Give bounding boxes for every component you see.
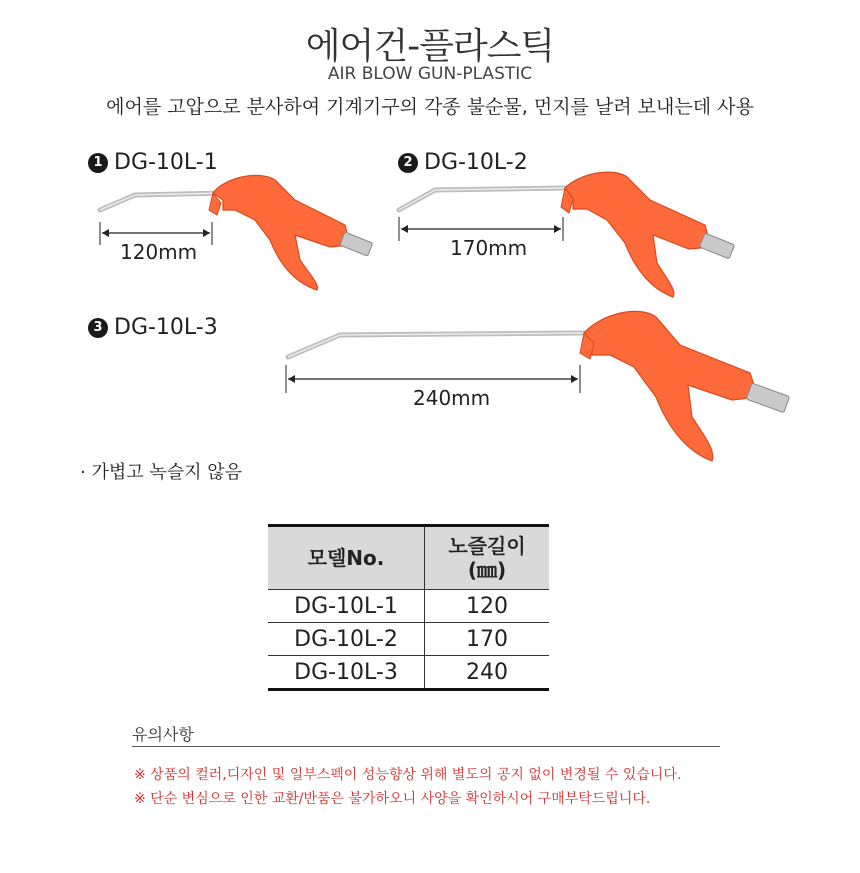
nozzle-length-2: 170mm [450, 236, 528, 260]
page-title: 에어건-플라스틱 [305, 26, 555, 67]
row-model: DG-10L-1 [268, 590, 425, 623]
number-badge-1: 1 [88, 153, 108, 173]
product-description: 에어를 고압으로 분사하여 기계기구의 각종 불순물, 먼지를 날려 보내는데 사용 [106, 96, 754, 118]
number-badge-2: 2 [398, 153, 418, 173]
header-length-label: 노즐길이 [448, 534, 526, 558]
notice-line-2: ※ 단순 변심으로 인한 교환/반품은 불가하오니 사양을 확인하시어 구매부탁드립니다. [134, 791, 651, 807]
table-header-row [268, 526, 549, 590]
product-model-2: DG-10L-2 [424, 150, 528, 175]
product-model-1: DG-10L-1 [114, 150, 218, 175]
notice-title: 유의사항 [132, 725, 194, 744]
header-nozzle-length [425, 526, 550, 590]
notice-line-1: ※ 상품의 컬러,디자인 및 일부스펙이 성능향상 위해 별도의 공지 없이 변경될 수 있습니다. [134, 767, 682, 783]
table-row [268, 656, 549, 690]
row-model: DG-10L-2 [268, 623, 425, 656]
nozzle-length-3: 240mm [413, 386, 491, 410]
row-length: 240 [466, 659, 508, 685]
row-length: 170 [466, 626, 508, 652]
page-subtitle: AIR BLOW GUN-PLASTIC [327, 64, 533, 84]
row-model: DG-10L-3 [268, 656, 425, 690]
nozzle-length-1: 120mm [120, 240, 198, 264]
header-length-unit: (㎜) [467, 558, 507, 582]
air-gun-image-1 [95, 165, 395, 295]
air-gun-image-3 [280, 305, 820, 470]
number-badge-3: 3 [88, 318, 108, 338]
notice-divider [132, 746, 720, 747]
product-label-3 [88, 315, 218, 340]
feature-note: · 가볍고 녹슬지 않음 [80, 462, 242, 483]
air-gun-image-2 [395, 165, 755, 305]
table-row [268, 590, 549, 623]
product-model-3: DG-10L-3 [114, 315, 218, 340]
header-model: 모델No. [268, 526, 425, 590]
row-length: 120 [466, 593, 508, 619]
spec-table [268, 524, 549, 691]
table-row [268, 623, 549, 656]
